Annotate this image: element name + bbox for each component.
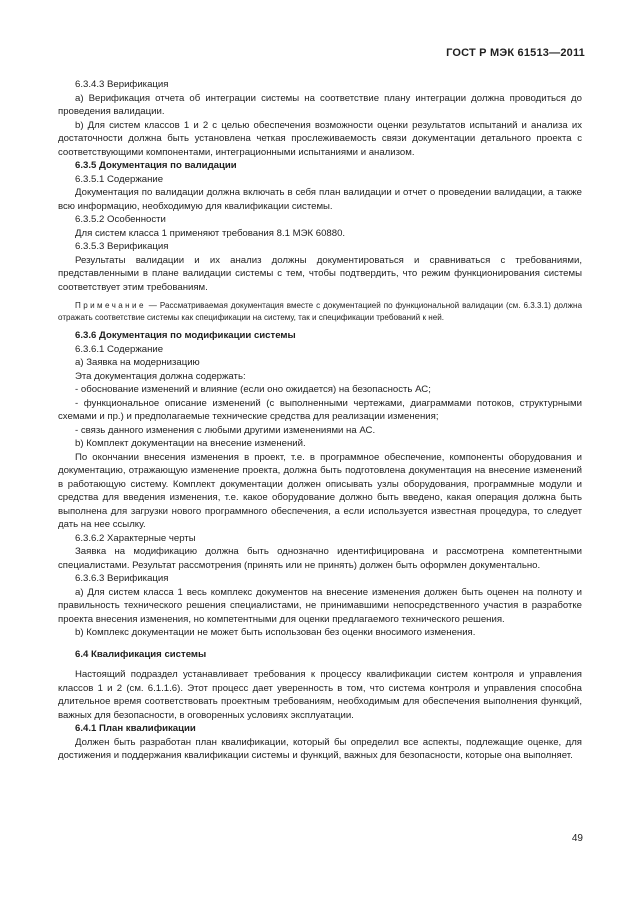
body-paragraph: 6.3.5.2 Особенности	[75, 214, 166, 225]
body-paragraph: a) Для систем класса 1 весь комплекс документов на внесение изменения должен быть оценен на полноту и правильность технического решения специалистами, не принимавшими непосредственного участия в разработке проекта внесения изменения, но компетентными для оценки предлагаемого технического решения.	[58, 586, 582, 625]
section-heading: 6.4.1 План квалификации	[75, 723, 196, 734]
body-paragraph: - обоснование изменений и влияние (если оно ожидается) на безопасность АС;	[75, 384, 431, 395]
page-body	[58, 78, 582, 763]
section-heading: 6.4 Квалификация системы	[75, 648, 207, 660]
section-heading: 6.3.5 Документация по валидации	[75, 160, 237, 171]
body-paragraph: a) Заявка на модернизацию	[75, 357, 200, 368]
note-label: Примечание	[75, 301, 146, 310]
body-paragraph: По окончании внесения изменения в проект, т.е. в программное обеспечение, компоненты оборудования и документацию, отражающую изменение проекта, должна быть подготовлена документация на внесение изменений в работающую систему. Комплект документации должен описывать узлы оборудования, программные модули и средства для введения изменения, т.е. какое оборудование должно быть введено, какая операция должна быть выполнена для загрузки нового программного обеспечения, а если используется известная процедура, то следует дать на нее ссылку.	[58, 451, 582, 530]
body-paragraph: Должен быть разработан план квалификации, который бы определил все аспекты, подлежащие оценке, для достижения и поддержания квалификации системы и функций, важных для безопасности, которые она выполняет.	[58, 736, 582, 761]
body-paragraph: Для систем класса 1 применяют требования 8.1 МЭК 60880.	[75, 227, 346, 239]
body-paragraph: - функциональное описание изменений (с выполненными чертежами, диаграммами потоков, структурными схемами и пр.) и предполагаемые технические средства для реализации изменения;	[58, 397, 582, 422]
body-paragraph: 6.3.4.3 Верификация	[75, 79, 169, 90]
section-heading: 6.3.6 Документация по модификации системы	[75, 330, 296, 341]
header-standard-number: ГОСТ Р МЭК 61513—2011	[446, 47, 585, 59]
body-paragraph: 6.3.5.1 Содержание	[75, 173, 164, 185]
body-paragraph: b) Для систем классов 1 и 2 с целью обеспечения возможности оценки результатов испытаний и анализа их достаточности должна быть установлена четкая прослеживаемость связи документации детального проекта с соответствующими компонентами, интеграционными испытаниями и анализом.	[58, 119, 582, 158]
body-paragraph: - связь данного изменения с любыми другими изменениями на АС.	[75, 424, 376, 436]
body-paragraph: Настоящий подраздел устанавливает требования к процессу квалификации систем контроля и управления классов 1 и 2 (см. 6.1.1.6). Этот процесс дает уверенность в том, что система контроля и управления способна длительное время соответствовать проектным требованиям, необходимым для обеспечения выполнения функций, важных для безопасности, в оговоренных условиях эксплуатации.	[58, 669, 582, 721]
body-paragraph: Результаты валидации и их анализ должны документироваться и сравниваться с требованиями, представленными в плане валидации системы с тем, чтобы подтвердить, что режим функционирования системы соответствует этим требованиям.	[58, 254, 582, 293]
body-paragraph: 6.3.5.3 Верификация	[75, 241, 169, 252]
body-paragraph: Заявка на модификацию должна быть однозначно идентифицирована и рассмотрена компетентными специалистами. Результат рассмотрения (принять или не принять) должен быть оформлен документально.	[58, 546, 582, 571]
body-paragraph: 6.3.6.2 Характерные черты	[75, 532, 196, 544]
body-paragraph: b) Комплекс документации не может быть использован без оценки вносимого изменения.	[75, 627, 476, 638]
page-number: 49	[571, 833, 583, 844]
body-paragraph: b) Комплект документации на внесение изменений.	[75, 438, 306, 449]
body-paragraph: Эта документация должна содержать:	[75, 370, 246, 382]
body-paragraph: 6.3.6.1 Содержание	[75, 343, 164, 355]
note-paragraph	[58, 300, 582, 323]
body-paragraph: 6.3.6.3 Верификация	[75, 573, 169, 584]
note-text: — Рассматриваемая документация вместе с документацией по функциональной валидации (см. 6.3.3.1) должна отражать соответствие системы как спецификации на систему, так и спецификации требований к ней.	[58, 301, 582, 322]
body-paragraph: a) Верификация отчета об интеграции системы на соответствие плану интеграции должна проводиться до проведения валидации.	[58, 92, 582, 117]
body-paragraph: Документация по валидации должна включать в себя план валидации и отчет о проведении валидации, а также всю информацию, необходимую для квалификации системы.	[58, 187, 582, 212]
